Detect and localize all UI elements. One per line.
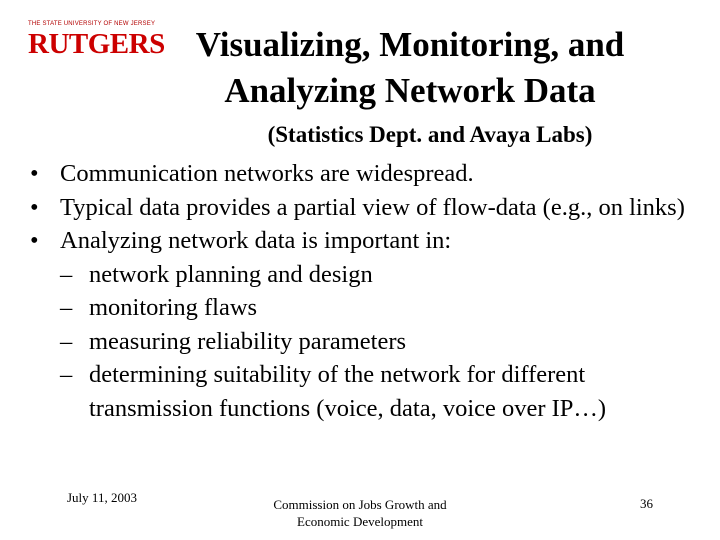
bullet-marker: • (30, 193, 39, 221)
bullet-item (30, 157, 710, 191)
sub-bullet-marker: – (60, 361, 73, 388)
rutgers-logo (28, 20, 165, 62)
sub-bullet-text: determining suitability of the network for different transmission functions (voice, data, voice over IP…) (89, 361, 607, 422)
logo-tagline: THE STATE UNIVERSITY OF NEW JERSEY (28, 21, 156, 27)
footer-center-text (230, 496, 490, 530)
sub-bullet-marker: – (60, 260, 73, 288)
sub-bullet-item (30, 258, 710, 292)
sub-bullet-item (30, 291, 710, 325)
slide-title-line-2: Analyzing Network Data (224, 71, 596, 110)
bullet-item (30, 191, 710, 225)
logo-wordmark: RUTGERS (28, 28, 165, 60)
bullet-marker: • (30, 227, 39, 254)
sub-bullet-text: network planning and design (89, 260, 373, 288)
footer-center-line-2: Economic Development (297, 514, 423, 529)
bullet-marker: • (30, 160, 39, 187)
sub-bullet-item (30, 325, 710, 359)
slide-title (150, 22, 670, 114)
slide-title-line-1: Visualizing, Monitoring, and (195, 25, 625, 64)
bullet-text: Communication networks are widespread. (60, 160, 474, 187)
bullet-item (30, 224, 710, 258)
footer-date: July 11, 2003 (67, 490, 137, 505)
footer-center-line-1: Commission on Jobs Growth and (273, 497, 447, 512)
bullet-text: Typical data provides a partial view of flow-data (e.g., on links) (60, 193, 685, 221)
sub-bullet-item (30, 358, 710, 425)
sub-bullet-text: monitoring flaws (89, 294, 258, 321)
sub-bullet-marker: – (60, 327, 73, 355)
slide-subtitle: (Statistics Dept. and Avaya Labs) (267, 122, 593, 147)
footer-page-number: 36 (640, 496, 653, 511)
sub-bullet-text: measuring reliability parameters (89, 327, 407, 355)
bullet-list (30, 157, 710, 425)
sub-bullet-marker: – (60, 294, 73, 321)
bullet-text: Analyzing network data is important in: (60, 227, 452, 254)
